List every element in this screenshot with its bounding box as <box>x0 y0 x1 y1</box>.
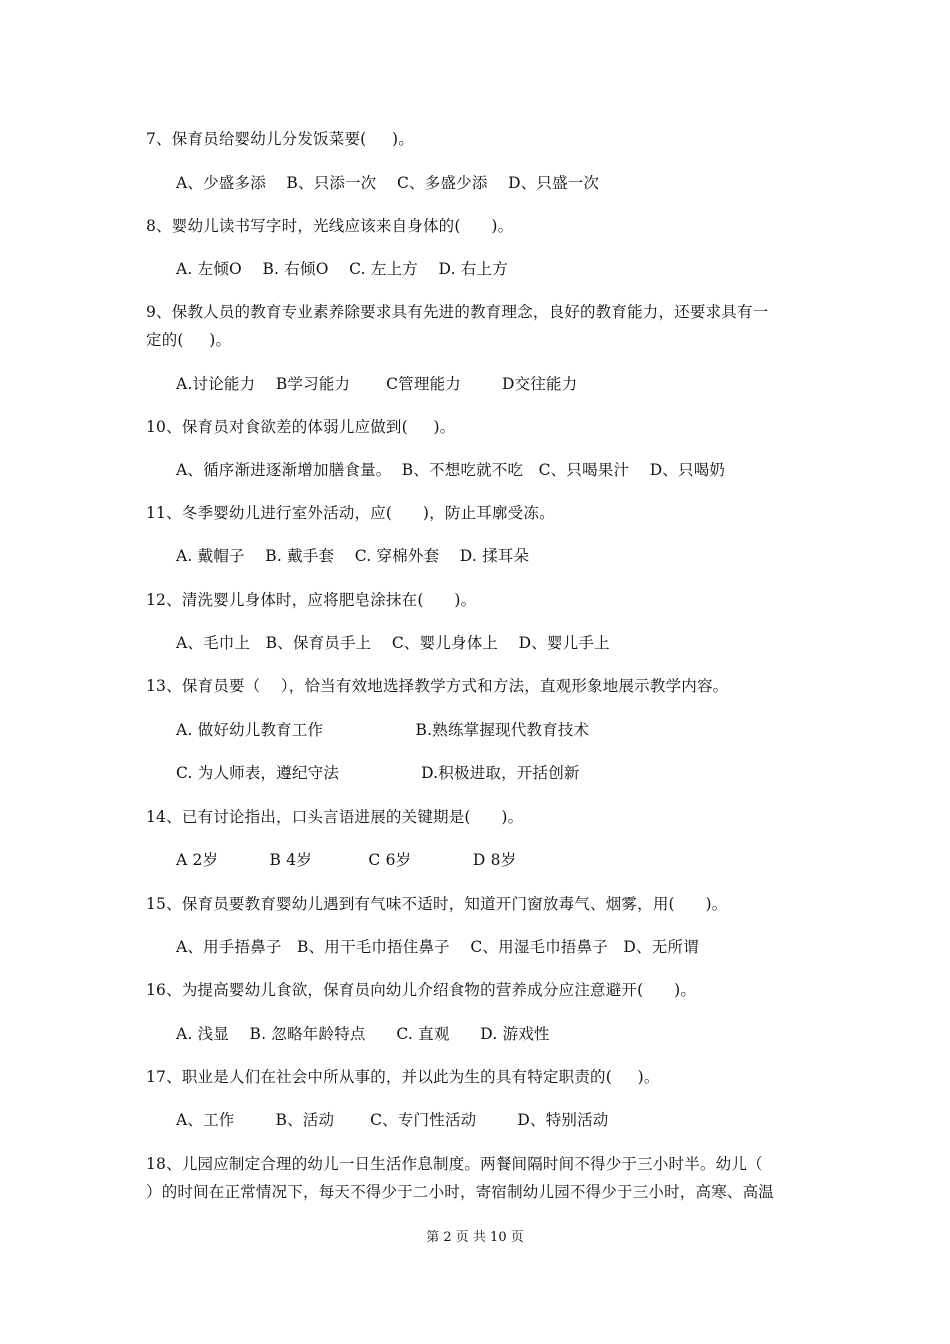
question-text: 8、婴幼儿读书写字时，光线应该来自身体的( )。 <box>146 217 514 235</box>
answer-options: A. 浅显 B. 忽略年龄特点 C. 直观 D. 游戏性 <box>176 1025 550 1043</box>
answer-options: A、毛巾上 B、保育员手上 C、婴儿身体上 D、婴儿手上 <box>176 634 610 652</box>
answer-options: A. 戴帽子 B. 戴手套 C. 穿棉外套 D. 揉耳朵 <box>176 547 530 565</box>
question-text: 18、儿园应制定合理的幼儿一日生活作息制度。两餐间隔时间不得少于三小时半。幼儿（ <box>146 1155 763 1173</box>
question-text: 13、保育员要（ ），恰当有效地选择教学方式和方法，直观形象地展示教学内容。 <box>146 677 729 695</box>
answer-options: A 2岁 B 4岁 C 6岁 D 8岁 <box>176 851 517 869</box>
question-text: 10、保育员对食欲差的体弱儿应做到( )。 <box>146 418 456 436</box>
page-footer: 第 2 页 共 10 页 <box>426 1230 524 1245</box>
question-text: 17、职业是人们在社会中所从事的，并以此为生的具有特定职责的( )。 <box>146 1068 660 1086</box>
answer-options: A.讨论能力 B学习能力 C管理能力 D交往能力 <box>176 375 578 393</box>
question-text: 9、保教人员的教育专业素养除要求具有先进的教育理念，良好的教育能力，还要求具有一 <box>146 303 769 321</box>
question-text: 14、已有讨论指出，口头言语进展的关键期是( )。 <box>146 808 524 826</box>
question-continuation: ）的时间在正常情况下，每天不得少于二小时，寄宿制幼儿园不得少于三小时，高寒、高温 <box>146 1183 775 1201</box>
answer-options: A. 做好幼儿教育工作 B.熟练掌握现代教育技术 <box>176 721 590 739</box>
question-text: 15、保育员要教育婴幼儿遇到有气味不适时，知道开门窗放毒气、烟雾，用( )。 <box>146 895 728 913</box>
answer-options: C. 为人师表，遵纪守法 D.积极进取，开括创新 <box>176 764 580 782</box>
answer-options: A、用手捂鼻子 B、用干毛巾捂住鼻子 C、用湿毛巾捂鼻子 D、无所谓 <box>176 938 699 956</box>
question-text: 16、为提高婴幼儿食欲，保育员向幼儿介绍食物的营养成分应注意避开( )。 <box>146 981 697 999</box>
answer-options: A、少盛多添 B、只添一次 C、多盛少添 D、只盛一次 <box>176 174 600 192</box>
question-continuation: 定的( )。 <box>146 331 232 349</box>
question-text: 7、保育员给婴幼儿分发饭菜要( )。 <box>146 130 414 148</box>
question-text: 11、冬季婴幼儿进行室外活动，应( )，防止耳廓受冻。 <box>146 504 555 522</box>
question-text: 12、清洗婴儿身体时，应将肥皂涂抹在( )。 <box>146 591 477 609</box>
answer-options: A、循序渐进逐渐增加膳食量。 B、不想吃就不吃 C、只喝果汁 D、只喝奶 <box>176 461 726 479</box>
answer-options: A、工作 B、活动 C、专门性活动 D、特别活动 <box>176 1111 609 1129</box>
answer-options: A. 左倾O B. 右倾O C. 左上方 D. 右上方 <box>176 260 508 278</box>
